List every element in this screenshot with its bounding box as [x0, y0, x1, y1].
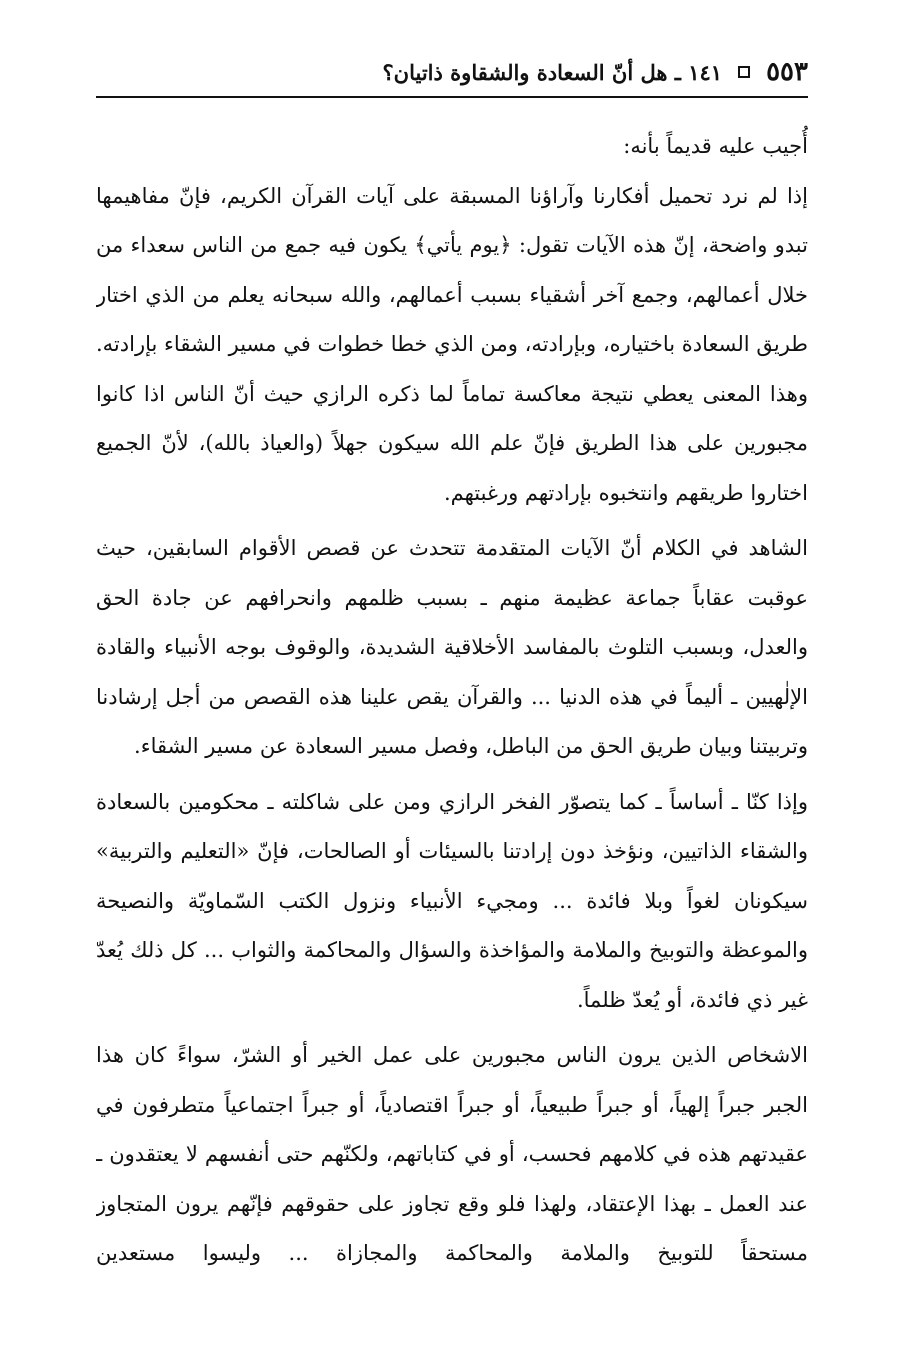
paragraph: وإذا كنّا ـ أساساً ـ كما يتصوّر الفخر الرازي ومن على شاكلته ـ محكومين بالسعادة والشقاء الذاتيين، ونؤخذ دون إرادتنا بالسيئات أو الصالحات، فإنّ «التعليم والتربية» سيكونان لغواً وبلا فائدة ... ومجيء الأنبياء ونزول الكتب السّماويّة والنصيحة والموعظة والتوبيخ والملامة والمؤاخذة والسؤال والمحاكمة والثواب ... كل ذلك يُعدّ غير ذي فائدة، أو يُعدّ ظلماً.	[96, 789, 808, 1012]
paragraph: إذا لم نرد تحميل أفكارنا وآراؤنا المسبقة على آيات القرآن الكريم، فإنّ مفاهيمها تبدو واضحة، إنّ هذه الآيات تقول: ﴿يوم يأتي﴾ يكون فيه جمع من الناس سعداء من خلال أعمالهم، وجمع آخر أشقياء بسبب أعمالهم، والله سبحانه يعلم من الذي اختار طريق السعادة باختياره، وبإرادته، ومن الذي خطا خطوات في مسير الشقاء بإرادته. وهذا المعنى يعطي نتيجة معاكسة تماماً لما ذكره الرازي حيث أنّ الناس اذا كانوا مجبورين على هذا الطريق فإنّ علم الله سيكون جهلاً (والعياذ بالله)، لأنّ الجميع اختاروا طريقهم وانتخبوه بإرادتهم ورغبتهم.	[96, 183, 808, 505]
paragraph: أُجيب عليه قديماً بأنه:	[623, 134, 808, 158]
paragraph: الاشخاص الذين يرون الناس مجبورين على عمل الخير أو الشرّ، سواءً كان هذا الجبر جبراً إلهياً، أو جبراً طبيعياً، أو جبراً اقتصادياً، أو جبراً اجتماعياً متطرفون في عقيدتهم هذه في كلامهم فحسب، أو في كتاباتهم، ولكنّهم حتى أنفسهم لا يعتقدون ـ عند العمل ـ بهذا الإعتقاد، ولهذا فلو وقع تجاوز على حقوقهم فإنّهم يرون المتجاوز مستحقاً للتوبيخ والملامة والمحاكمة والمجازاة ... وليسوا مستعدين	[96, 1043, 808, 1265]
page-number: ٥٥٣	[766, 57, 808, 87]
body-text	[96, 122, 808, 1302]
paragraph: الشاهد في الكلام أنّ الآيات المتقدمة تتحدث عن قصص الأقوام السابقين، حيث عوقبت عقاباً جماعة عظيمة منهم ـ بسبب ظلمهم وانحرافهم عن جادة الحق والعدل، وبسبب التلوث بالمفاسد الأخلاقية الشديدة، والوقوف بوجه الأنبياء والقادة الإلٰهيين ـ أليماً في هذه الدنيا ... والقرآن يقص علينا هذه القصص من أجل إرشادنا وتربيتنا وبيان طريق الحق من الباطل، وفصل مسير السعادة عن مسير الشقاء.	[96, 536, 808, 758]
running-header	[96, 52, 808, 92]
chapter-title: ١٤١ ـ هل أنّ السعادة والشقاوة ذاتيان؟	[382, 59, 723, 85]
header-rule	[96, 96, 808, 98]
separator-square-icon	[738, 66, 750, 78]
